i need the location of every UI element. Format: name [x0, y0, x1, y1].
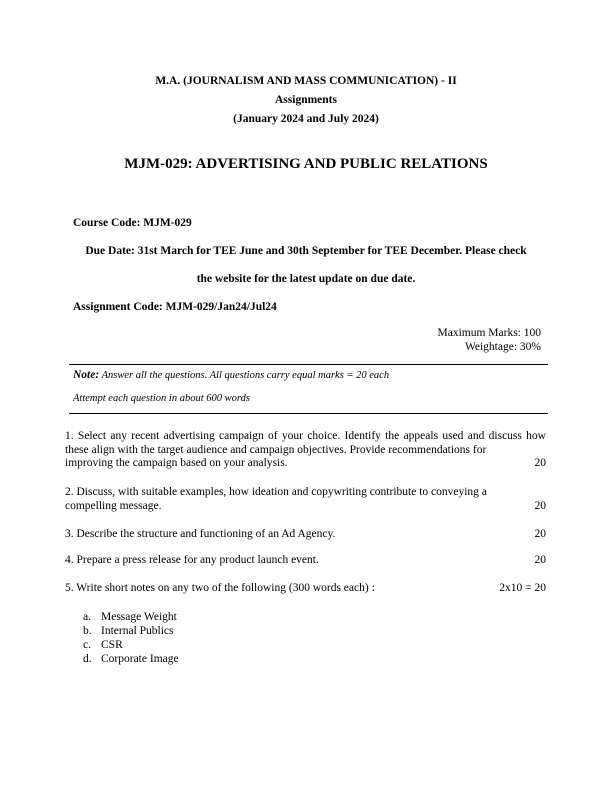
question-marks: 20: [534, 499, 546, 512]
note-text: Answer all the questions. All questions carry equal marks = 20 each: [99, 370, 390, 381]
list-item: [83, 638, 179, 652]
due-date-line-2: the website for the latest update on due date.: [196, 273, 416, 285]
note-label: Note:: [73, 369, 100, 381]
top-divider: [69, 364, 548, 365]
question-2: [65, 486, 546, 513]
list-item: [83, 610, 179, 624]
question-text: 2. Discuss, with suitable examples, how ideation and copywriting contribute to conveying a: [65, 486, 487, 498]
question-marks: 20: [534, 528, 546, 540]
question-text-last-line: improving the campaign based on your analysis.: [65, 457, 288, 469]
list-item-letter: c.: [83, 639, 91, 651]
maximum-marks: Maximum Marks: 100: [437, 327, 541, 339]
question-4: [65, 554, 546, 568]
question-text-last-line: compelling message.: [65, 499, 162, 512]
list-item: [83, 652, 179, 666]
bottom-divider: [69, 413, 548, 414]
list-item-text: Corporate Image: [101, 653, 179, 665]
list-item-text: Internal Publics: [101, 625, 174, 637]
note-line: [73, 369, 389, 381]
due-date-line-1: Due Date: 31st March for TEE June and 30th September for TEE December. Please check: [85, 245, 527, 257]
session-heading: (January 2024 and July 2024): [233, 113, 379, 125]
question-marks: 20: [534, 457, 546, 469]
question-text-last-line: 5. Write short notes on any two of the following (300 words each) :: [65, 582, 375, 594]
question-1: [65, 430, 546, 471]
question-text-last-line: 3. Describe the structure and functioning of an Ad Agency.: [65, 528, 336, 540]
question-text: 1. Select any recent advertising campaign of your choice. Identify the appeals used and discuss how these align with the target audience and campaign objectives. Provide recommendations for: [65, 430, 546, 456]
question-marks: 20: [534, 554, 546, 566]
list-item-text: CSR: [101, 639, 123, 651]
weightage: Weightage: 30%: [464, 341, 541, 353]
question-5: [65, 582, 546, 596]
list-item-text: Message Weight: [101, 611, 177, 623]
course-title: MJM-029: ADVERTISING AND PUBLIC RELATIONS: [124, 156, 488, 172]
attempt-instruction: Attempt each question in about 600 words: [73, 393, 250, 404]
assignment-code: Assignment Code: MJM-029/Jan24/Jul24: [73, 301, 277, 313]
program-heading: M.A. (JOURNALISM AND MASS COMMUNICATION) - II: [155, 75, 457, 87]
course-code: Course Code: MJM-029: [73, 217, 192, 229]
question-text-last-line: 4. Prepare a press release for any product launch event.: [65, 554, 319, 566]
sub-items-list: [83, 610, 179, 666]
list-item: [83, 624, 179, 638]
question-marks: 2x10 = 20: [499, 582, 546, 594]
question-3: [65, 528, 546, 542]
list-item-letter: d.: [83, 653, 92, 665]
list-item-letter: a.: [83, 611, 91, 623]
list-item-letter: b.: [83, 625, 92, 637]
assignments-heading: Assignments: [275, 94, 337, 106]
marks-block: [438, 326, 542, 354]
